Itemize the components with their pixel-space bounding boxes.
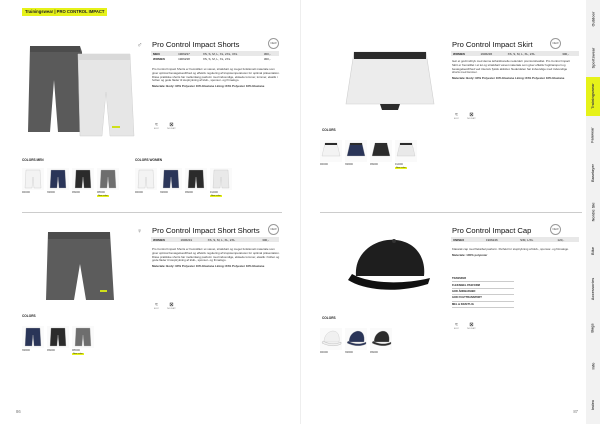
product-title-short-shorts: Pro Control Impact Short Shorts: [152, 226, 260, 235]
swatch-code: 914000: [395, 163, 403, 166]
new-color-badge: New color: [98, 194, 108, 197]
color-swatch: [22, 326, 44, 355]
category-tab-sportswear[interactable]: [586, 39, 600, 78]
category-tab-label: Nordic Ski: [591, 202, 595, 222]
swatch-code: 999000: [185, 191, 193, 194]
product-title-cap: Pro Control Impact Cap: [452, 226, 532, 235]
color-swatch: [185, 168, 207, 197]
category-tab-bike[interactable]: [586, 231, 600, 270]
description-text: Pro Control Impact Shorts er fremstillet i et vævet, strækbart og meget funktionelt materiale som giver optimal bevægelsesfrihed og effektiv regulering af kropstemperaturen for optimal präsentation. Disse praktiske shorts har mellemlang pasform med indvendige, elskede lommer, elastik i hoften og gode flader til stoptrykning af klub-, sponsor- og firmalogo.: [152, 247, 280, 263]
swatch-code: 396900: [345, 351, 353, 354]
section-header: [22, 8, 107, 16]
colors-men-label: COLORS MEN: [22, 158, 44, 162]
spec-sizes: XS, S, M, L, XL, 2XL: [506, 51, 561, 56]
swatch-code: 999000: [47, 349, 55, 352]
swatch-code: 900000: [22, 191, 30, 194]
spec-row: [151, 237, 279, 242]
description-text: Klassisk cap med fleksibel pasform. Perfekt for stoptrykning af klub-, sponsor- og firmalogo.: [452, 247, 569, 251]
spec-sizes: XS, S, M, L, XL, 2XL: [206, 237, 261, 242]
product-image-shorts: [22, 40, 143, 140]
wash-icon: ≈: [455, 112, 458, 118]
spec-sizes: XS, S, M, L, XL, 2XL: [202, 56, 231, 61]
new-badge-icon: NEW: [268, 224, 279, 235]
colors-label-short-shorts: COLORS: [22, 314, 36, 318]
cap-option: GOD ÅNDBARHED: [452, 289, 514, 295]
color-swatch: [345, 140, 367, 169]
spec-code: 1906238: [178, 56, 190, 61]
category-tab-bags[interactable]: [586, 308, 600, 347]
care-label: 40°C: [454, 118, 459, 120]
swatch-code: 396900: [160, 191, 168, 194]
category-tab-outdoor[interactable]: [586, 0, 600, 39]
swatch-image: [210, 168, 232, 190]
color-swatch: [97, 168, 119, 197]
swatch-code: 396900: [345, 163, 353, 166]
spec-price: 300,-: [260, 237, 279, 242]
category-tab-label: Info: [591, 362, 595, 370]
cap-option: GOD FUGTTRANSPORT: [452, 295, 514, 301]
color-swatch: [47, 326, 69, 355]
care-item: [467, 112, 476, 120]
care-label: 40°C: [154, 308, 159, 310]
color-swatch: [395, 140, 417, 169]
female-symbol-icon: ♀: [137, 228, 143, 235]
category-tab-label: Bike: [591, 246, 595, 255]
care-label: 40°C: [454, 328, 459, 330]
divider: [22, 212, 282, 213]
color-swatch: [210, 168, 232, 197]
description-shorts: [152, 68, 280, 89]
category-tab-index[interactable]: [586, 385, 600, 424]
colors-label-skirt: COLORS: [322, 128, 336, 132]
color-swatch: [22, 168, 44, 197]
swatch-image: [320, 140, 342, 162]
category-tab-trainingswear[interactable]: [586, 77, 600, 116]
swatch-image: [97, 168, 119, 190]
care-item: [452, 322, 461, 330]
category-tab-label: Bags: [590, 322, 595, 333]
spec-code: 1906231: [178, 237, 205, 242]
color-swatch: [320, 140, 342, 169]
spec-gender: WOMEN: [151, 237, 178, 242]
product-image-cap: [336, 232, 436, 302]
care-icons: [152, 122, 176, 130]
category-tab-label: Outdoor: [591, 11, 596, 27]
spec-row: [451, 51, 579, 56]
category-tab-label: Sportswear: [591, 47, 595, 69]
color-swatch: [370, 328, 392, 354]
cap-option: FLEKSIBEL PASFORM: [452, 282, 514, 288]
color-swatch: [135, 168, 157, 197]
right-page: [300, 0, 600, 424]
divider: [320, 212, 582, 213]
colors-label-cap: COLORS: [322, 316, 336, 320]
product-image-skirt: [340, 46, 440, 116]
spec-price: 300,-: [262, 51, 279, 56]
color-swatch: [320, 328, 342, 354]
care-label: NO DRY: [467, 118, 476, 120]
care-item: [152, 302, 161, 310]
cap-options-list: [452, 276, 514, 308]
cap-option: TRANSFER: [452, 276, 514, 282]
color-swatch: [160, 168, 182, 197]
spec-price: 300,-: [560, 51, 579, 56]
category-tab-info[interactable]: [586, 347, 600, 386]
swatch-code: 985000: [72, 349, 80, 352]
swatch-image: [72, 326, 94, 348]
spec-gender: UNISEX: [451, 237, 484, 242]
swatch-image: [160, 168, 182, 190]
swatches-short-shorts: [22, 326, 94, 355]
spec-price: 300,-: [263, 56, 271, 61]
swatch-image: [22, 168, 44, 190]
color-swatch: [72, 326, 94, 355]
cap-option: MEL & KRAFTLIG: [452, 302, 514, 308]
swatch-code: 999000: [370, 351, 378, 354]
swatch-code: 900000: [320, 163, 328, 166]
spec-gender: WOMEN: [153, 56, 165, 61]
color-swatch: [345, 328, 367, 354]
no-dry-icon: ⊠: [469, 322, 474, 328]
spec-sizes: S/M, L/XL: [518, 237, 555, 242]
swatches-skirt: [320, 140, 417, 169]
category-tab-label: Index: [590, 399, 595, 410]
swatch-code: 999000: [370, 163, 378, 166]
swatch-image: [47, 168, 69, 190]
swatch-code: 396900: [22, 349, 30, 352]
care-label: NO DRY: [167, 308, 176, 310]
spec-table-cap: [451, 237, 579, 242]
color-swatch: [47, 168, 69, 197]
care-item: [152, 122, 161, 130]
swatch-code: 914000: [210, 191, 218, 194]
spec-row: [451, 237, 579, 242]
description-cap: [452, 248, 574, 258]
swatch-image: [370, 140, 392, 162]
spec-code: 1906237: [176, 51, 201, 56]
swatch-code: 999000: [72, 191, 80, 194]
category-tabs: [586, 0, 600, 424]
care-label: 40°C: [154, 128, 159, 130]
swatches-men: [22, 168, 119, 197]
new-color-badge: New color: [211, 194, 221, 197]
swatch-image: [370, 328, 392, 350]
product-title-shorts: Pro Control Impact Shorts: [152, 40, 240, 49]
no-dry-icon: ⊠: [469, 112, 474, 118]
swatch-image: [72, 168, 94, 190]
materials-text: Materiale: Body: 90% Polyester 10% Elastane Lining: 84% Polyester 16% Elastane: [152, 264, 265, 269]
category-tab-baselayer[interactable]: [586, 154, 600, 193]
section-tag: Trainingswear | PRO CONTROL IMPACT: [22, 8, 107, 16]
no-dry-icon: ⊠: [169, 302, 174, 308]
description-short-shorts: [152, 248, 280, 269]
swatch-code: 396900: [47, 191, 55, 194]
spec-table-skirt: [451, 51, 579, 56]
description-text: Gør et godt indtryk med denne letfunktionelle nederdel i premiumkvalitet. Pro Control Impact Skirt er fremstillet i et let og strækbart vævet materiale som giver effektiv fugttransport og bevægelsesfrihed ved intensiv fysisk aktivitet. Nederdelen har indvendige med indvendige shorts med lommer.: [452, 59, 570, 75]
care-label: NO DRY: [167, 128, 176, 130]
spec-table-short-shorts: [151, 237, 279, 242]
product-image-short-shorts: [40, 228, 120, 308]
care-icons: [452, 112, 476, 120]
category-tab-label: Fanwear: [591, 127, 595, 143]
description-skirt: [452, 60, 574, 81]
materials-text: Materiale: Body: 90% Polyester 10% Elastane Lining: 84% Polyester 16% Elastane: [452, 76, 565, 81]
swatch-image: [185, 168, 207, 190]
wash-icon: ≈: [155, 302, 158, 308]
description-text: Pro Control Impact Shorts er fremstillet i et vævet, strækbart og meget funktionelt materiale som giver optimal bevægelsesfrihed og effektiv regulering af kropstemperaturen for optimal präsentation. Disse praktiske shorts har mellemlang pasform med indvendige, elskede lommer, lommer, elastik i hoften og gode flader til stoptrykning af klub-, sponsor- og firmalogo.: [152, 67, 280, 83]
spec-price: 120,-: [555, 237, 579, 242]
wash-icon: ≈: [155, 122, 158, 128]
colors-women-label: COLORS WOMEN: [135, 158, 163, 162]
page-number-right: 87: [573, 409, 578, 414]
spec-gender: WOMEN: [451, 51, 478, 56]
product-title-skirt: Pro Control Impact Skirt: [452, 40, 533, 49]
swatch-code: 900000: [320, 351, 328, 354]
care-item: [167, 302, 176, 310]
category-tab-label: Accessories: [591, 277, 596, 301]
spec-code: 1906246: [484, 237, 518, 242]
swatch-image: [320, 328, 342, 350]
care-label: NO DRY: [467, 328, 476, 330]
care-item: [452, 112, 461, 120]
materials-text: Materiale: Body: 90% Polyester 10% Elastane Lining: 84% Polyester 16% Elastane: [152, 84, 265, 89]
spec-sizes: XS, S, M, L, XL, 2XL, 3XL: [201, 51, 262, 56]
swatch-image: [345, 328, 367, 350]
category-tab-label: Baselayer: [591, 164, 596, 183]
new-color-badge: New color: [73, 352, 83, 355]
spec-table-shorts: [151, 51, 279, 61]
swatch-image: [395, 140, 417, 162]
page-number-left: 86: [16, 409, 21, 414]
no-dry-icon: ⊠: [169, 122, 174, 128]
category-tab-accessories[interactable]: [586, 270, 600, 309]
category-tab-nordic-ski[interactable]: [586, 193, 600, 232]
care-icons: [152, 302, 176, 310]
care-item: [167, 122, 176, 130]
swatch-image: [47, 326, 69, 348]
spec-code: 1906236: [478, 51, 505, 56]
new-badge-icon: NEW: [268, 38, 279, 49]
new-badge-icon: NEW: [550, 38, 561, 49]
swatch-code: 900000: [135, 191, 143, 194]
category-tab-fanwear[interactable]: [586, 116, 600, 155]
new-color-badge: New color: [396, 166, 406, 169]
male-symbol-icon: ♂: [137, 42, 143, 49]
category-tab-label: Trainingswear: [591, 83, 596, 110]
spec-row: [151, 56, 279, 61]
wash-icon: ≈: [455, 322, 458, 328]
new-badge-icon: NEW: [550, 224, 561, 235]
swatches-women: [135, 168, 232, 197]
swatch-image: [22, 326, 44, 348]
swatch-image: [345, 140, 367, 162]
care-item: [467, 322, 476, 330]
spec-gender: MEN: [151, 51, 176, 56]
swatches-cap: [320, 328, 392, 354]
care-icons: [452, 322, 476, 330]
materials-text: Materiale: 100% polyester: [452, 252, 488, 257]
color-swatch: [72, 168, 94, 197]
swatch-code: 985000: [97, 191, 105, 194]
swatch-image: [135, 168, 157, 190]
color-swatch: [370, 140, 392, 169]
